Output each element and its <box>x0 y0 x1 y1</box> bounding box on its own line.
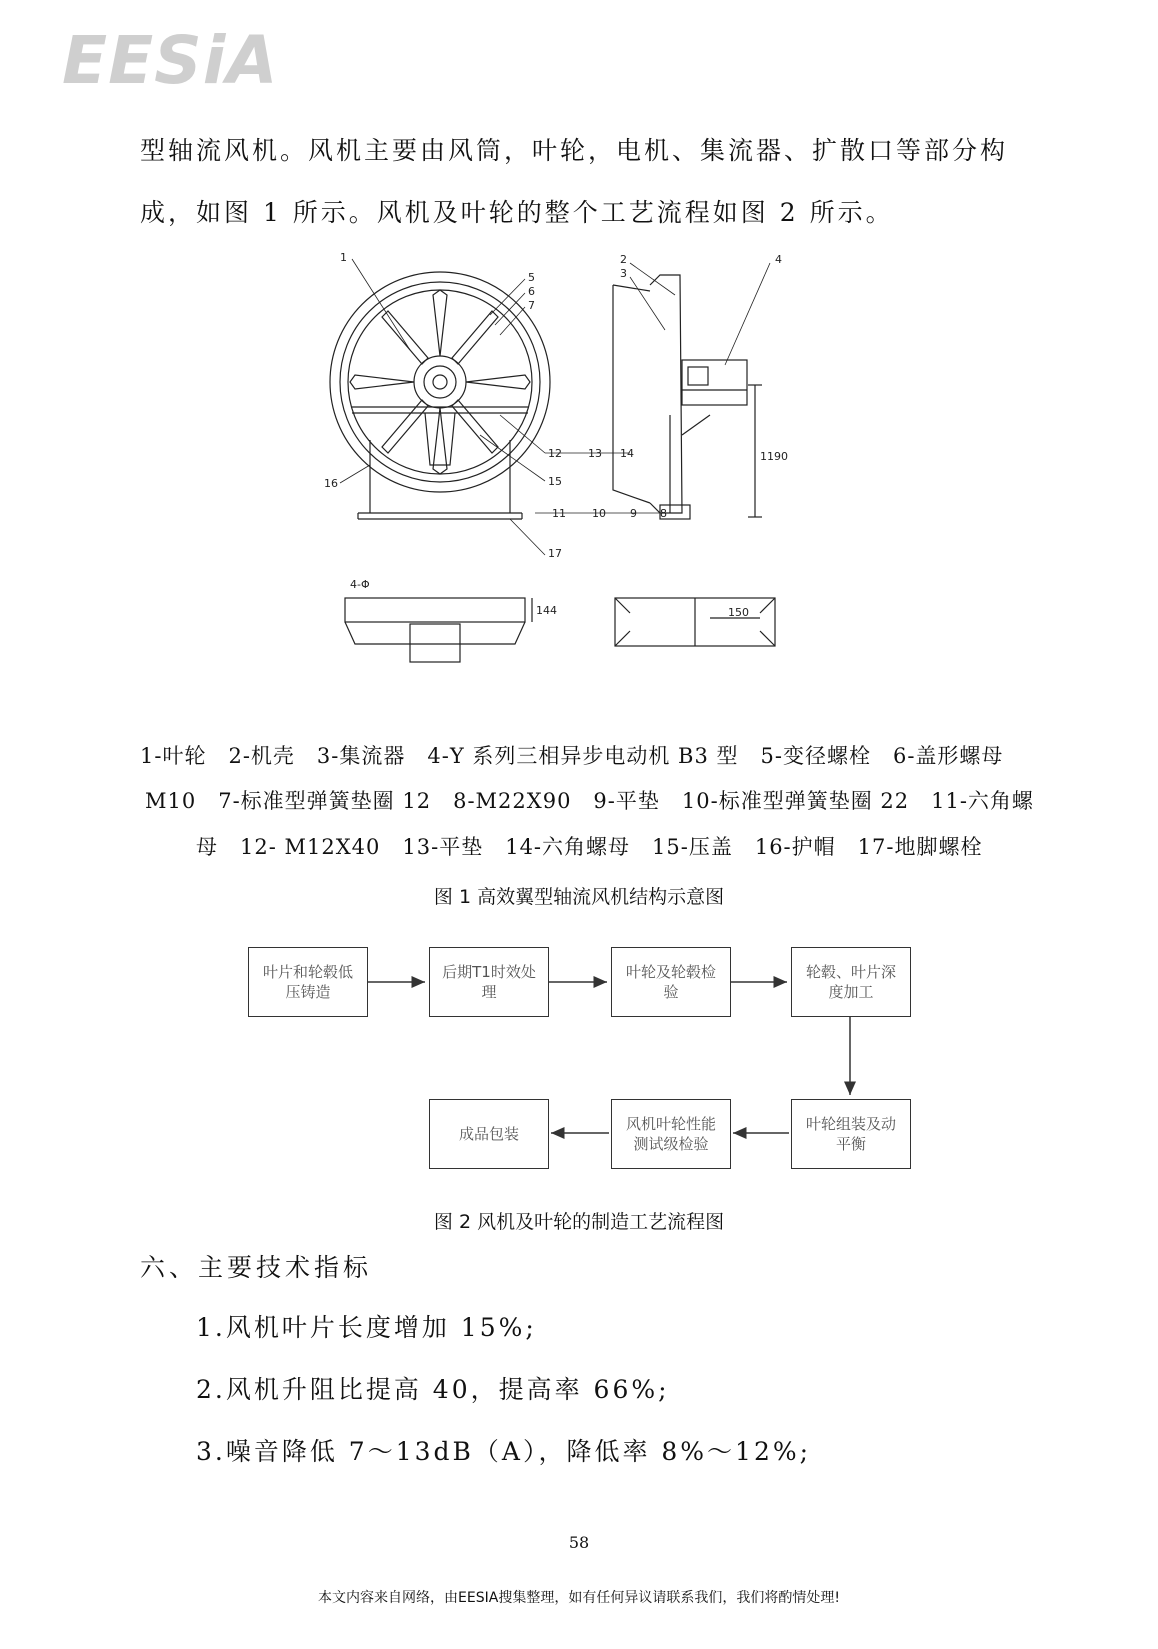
eesia-logo: EESiA <box>62 22 279 99</box>
spec-item-2: 2.风机升阻比提高 40，提高率 66%; <box>196 1375 670 1404</box>
callout-17: 17 <box>548 547 562 560</box>
spec-item-3: 3.噪音降低 7～13dB（A），降低率 8%～12%; <box>196 1437 812 1466</box>
figure1-legend-line-1: 1-叶轮 2-机壳 3-集流器 4-Y 系列三相异步电动机 B3 型 5-变径螺栓 6-盖形螺母 <box>140 744 1004 768</box>
flow-step-packaging: 成品包装 <box>429 1099 549 1169</box>
flow-step-performance-test: 风机叶轮性能测试级检验 <box>611 1099 731 1169</box>
body-paragraph-line-1: 型轴流风机。风机主要由风筒，叶轮，电机、集流器、扩散口等部分构 <box>140 136 1009 165</box>
dimension-height: 1190 <box>760 450 788 463</box>
callout-8: 8 <box>660 507 667 520</box>
figure1-caption: 图 1 高效翼型轴流风机结构示意图 <box>433 886 725 908</box>
callout-1: 1 <box>340 251 347 264</box>
callout-9: 9 <box>630 507 637 520</box>
dimension-foot-height: 144 <box>536 604 557 617</box>
callout-11: 11 <box>552 507 566 520</box>
callout-5: 5 <box>528 271 535 284</box>
section-heading: 六、主要技术指标 <box>140 1253 373 1282</box>
callout-2: 2 <box>620 253 627 266</box>
callout-3: 3 <box>620 267 627 280</box>
spec-item-1: 1.风机叶片长度增加 15%; <box>196 1313 537 1342</box>
dimension-foot-width: 150 <box>728 606 749 619</box>
flow-step-low-pressure-casting: 叶片和轮毂低压铸造 <box>248 947 368 1017</box>
callout-14: 14 <box>620 447 634 460</box>
callout-12: 12 <box>548 447 562 460</box>
figure1-legend-line-3: 母 12- M12X40 13-平垫 14-六角螺母 15-压盖 16-护帽 17-地脚螺栓 <box>196 835 983 859</box>
figure1-legend-line-2: M10 7-标准型弹簧垫圈 12 8-M22X90 9-平垫 10-标准型弹簧垫圈 22 11-六角螺 <box>145 789 1034 813</box>
callout-10: 10 <box>592 507 606 520</box>
callout-16: 16 <box>324 477 338 490</box>
flow-step-assembly-balancing: 叶轮组装及动平衡 <box>791 1099 911 1169</box>
callout-4: 4 <box>775 253 782 266</box>
callout-13: 13 <box>588 447 602 460</box>
page-number: 58 <box>568 1533 590 1552</box>
footer-note: 本文内容来自网络，由EESIA搜集整理，如有任何异议请联系我们，我们将酌情处理! <box>318 1590 840 1606</box>
flow-step-inspection: 叶轮及轮毂检验 <box>611 947 731 1017</box>
body-paragraph-line-2: 成，如图 1 所示。风机及叶轮的整个工艺流程如图 2 所示。 <box>140 198 894 227</box>
hole-label: 4-Φ <box>350 578 370 591</box>
callout-6: 6 <box>528 285 535 298</box>
callout-7: 7 <box>528 299 535 312</box>
flow-step-deep-machining: 轮毂、叶片深度加工 <box>791 947 911 1017</box>
figure2-caption: 图 2 风机及叶轮的制造工艺流程图 <box>433 1211 725 1233</box>
flow-step-t1-aging: 后期T1时效处理 <box>429 947 549 1017</box>
callout-15: 15 <box>548 475 562 488</box>
